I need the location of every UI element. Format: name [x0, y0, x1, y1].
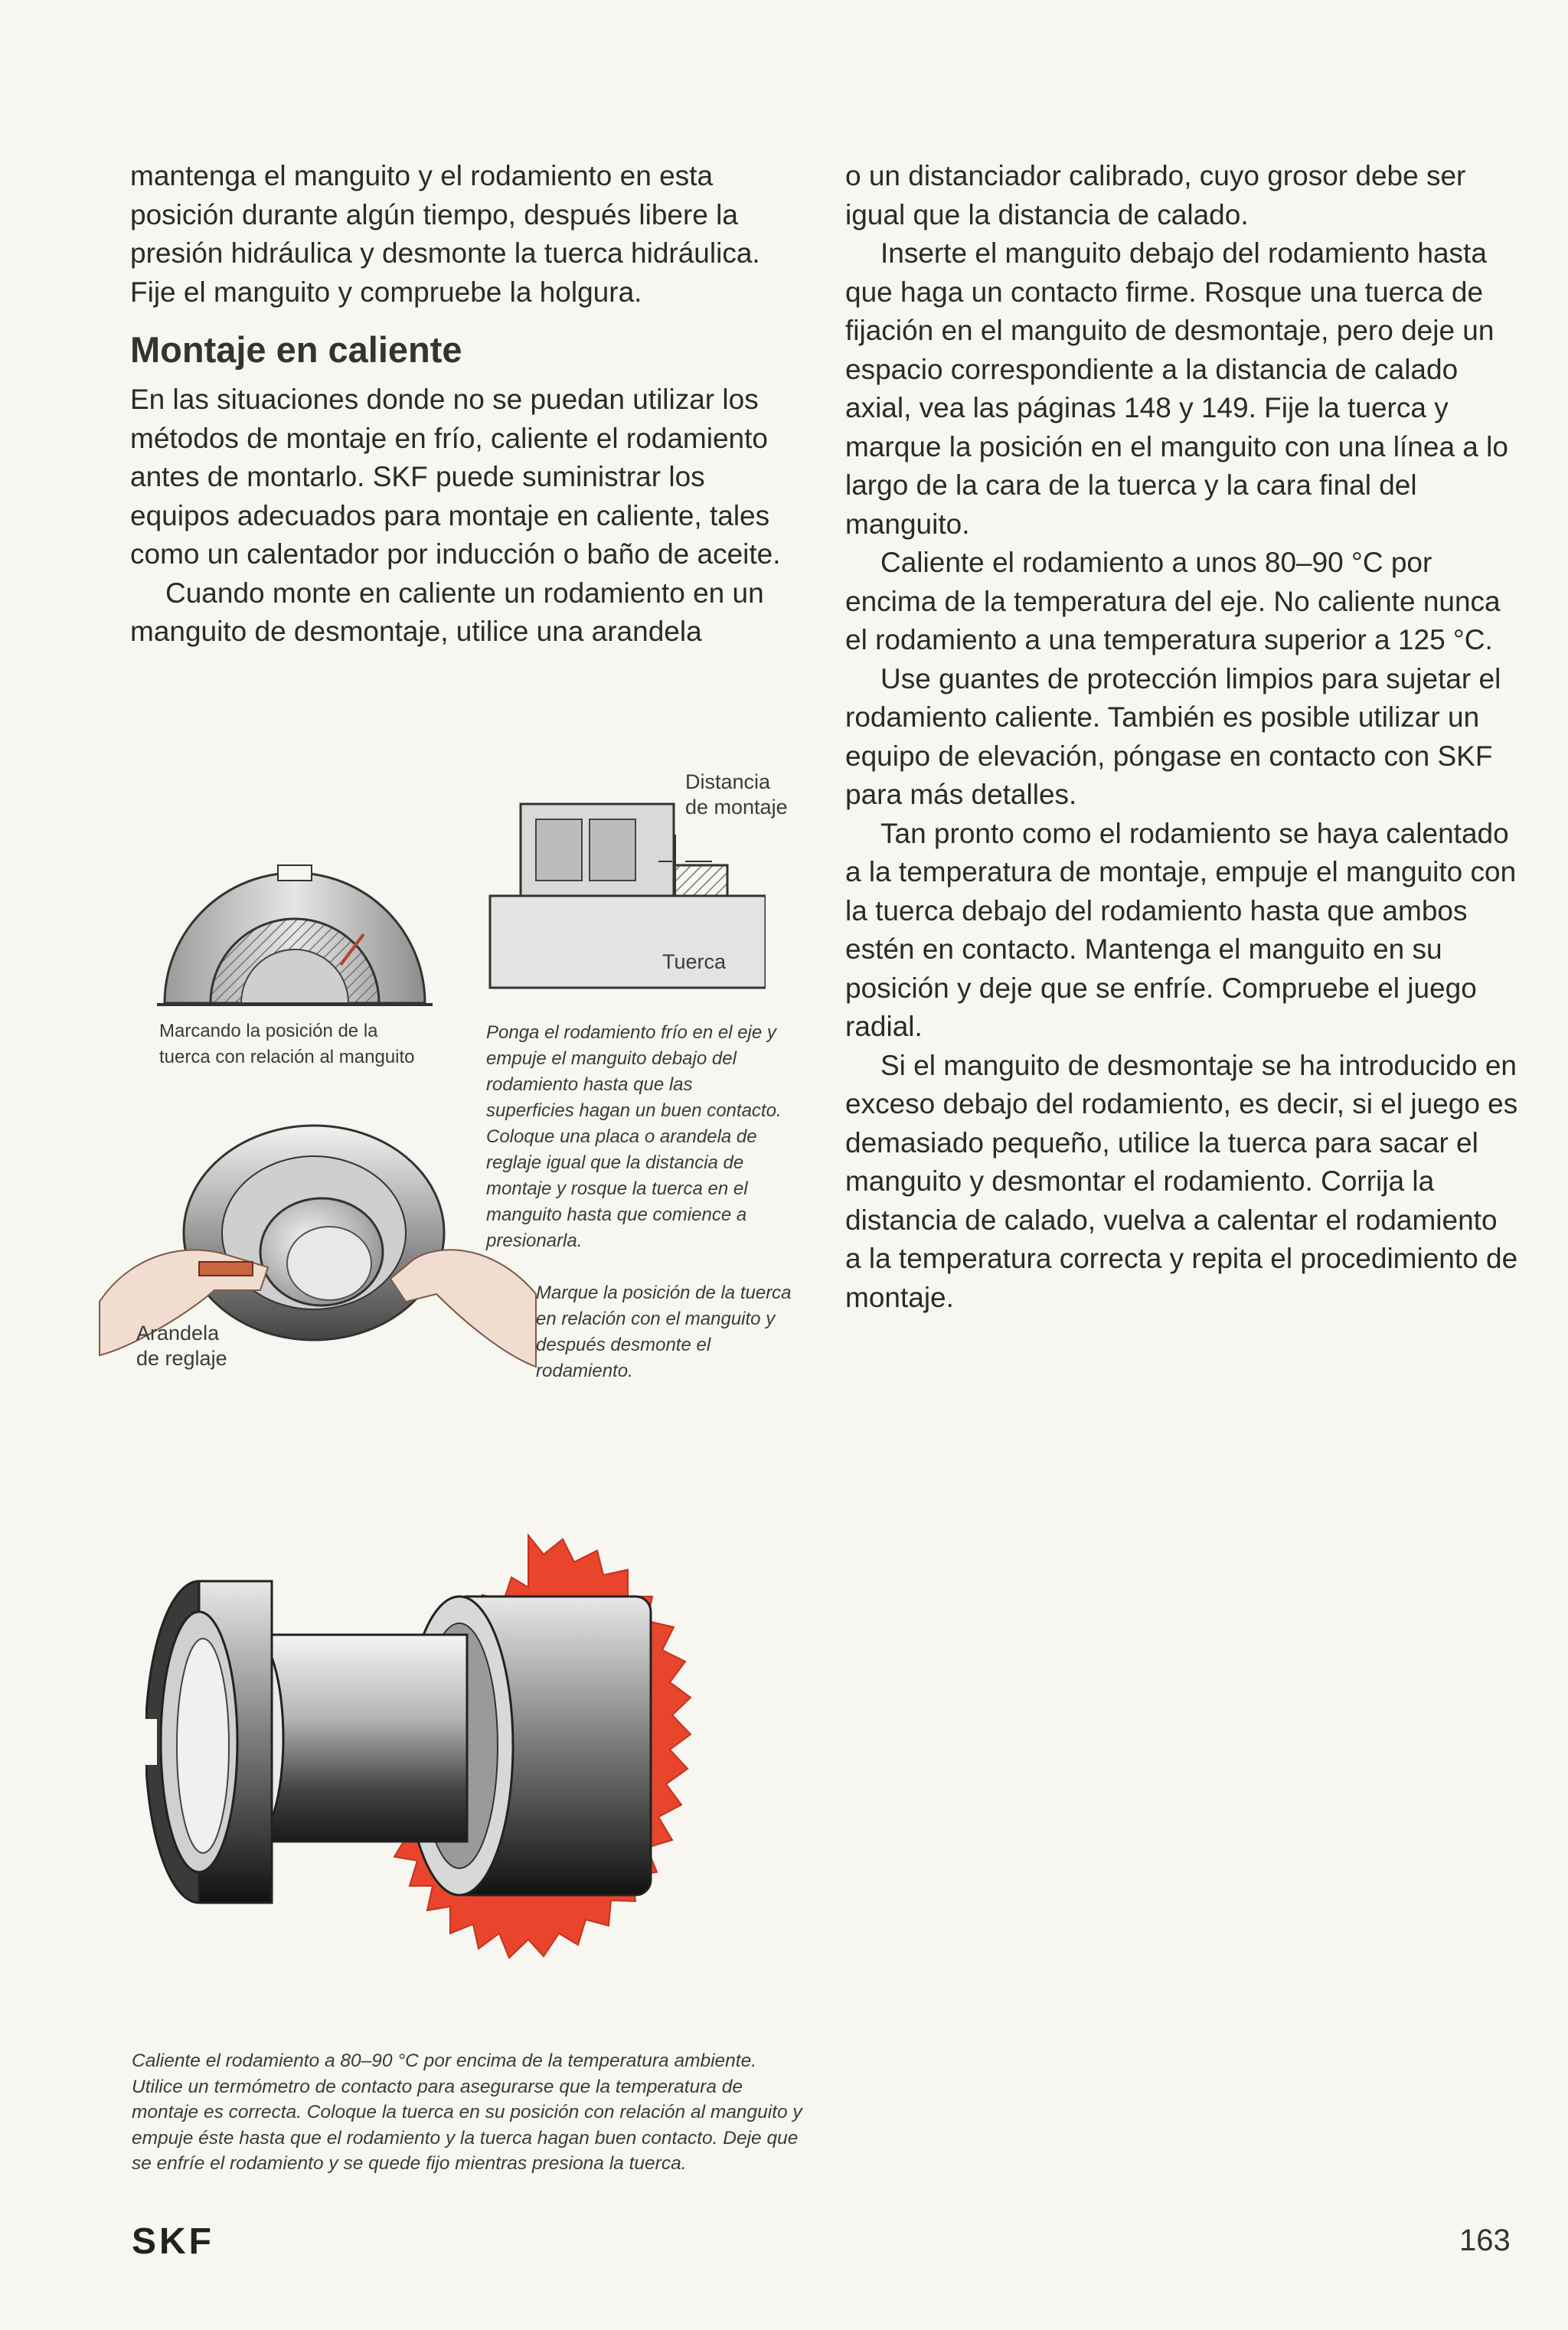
- heating-caption: Caliente el rodamiento a 80–90 °C por encima de la temperatura ambiente. Utilice un termómetro de contacto para asegurarse que la temperatura de montaje es correcta. Coloque la tuerca en su posición con relación al manguito y empuje éste hasta que el rodamiento y la tuerca hagan buen contacto. Deje que se enfríe el rodamiento y se quede fijo mientras presiona la tuerca.: [132, 2051, 802, 2174]
- cold-mount-caption: Ponga el rodamiento frío en el eje y empuje el manguito debajo del rodamiento hasta que las superficies hagan un buen contacto. Coloque una placa o arandela de reglaje igual que la distancia de montaje y rosque la tuerca en el manguito hasta que comience a presionarla.: [486, 1022, 782, 1251]
- body-paragraph: Si el manguito de desmontaje se ha introducido en exceso debajo del rodamiento, es decir, si el juego es demasiado pequeño, utilice la tuerca para sacar el manguito y desmontar el rodamiento. Corrija la distancia de calado, vuelva a calentar el rodamiento a la temperatura correcta y repita el procedimiento de montaje.: [845, 1049, 1518, 1313]
- body-paragraph: Tan pronto como el rodamiento se haya calentado a la temperatura de montaje, empuje el manguito con la tuerca debajo del rodamiento hasta que ambos estén en contacto. Mantenga el manguito en su posición y deje que se enfríe. Compruebe el juego radial.: [845, 817, 1517, 1042]
- mark-position-caption: Marque la posición de la tuerca en relación con el manguito y después desmonte el rodamiento.: [536, 1283, 792, 1381]
- section-heading: Montaje en caliente: [130, 329, 462, 370]
- shim-label: Arandela de reglaje: [136, 1322, 227, 1370]
- nut-label: Tuerca: [662, 950, 727, 973]
- body-paragraph: En las situaciones donde no se puedan utilizar los métodos de montaje en frío, caliente el rodamiento antes de montarlo. SKF puede suministrar los equipos adecuados para montaje en caliente, tales como un calentador por inducción o baño de aceite.: [130, 384, 781, 570]
- intro-paragraph: mantenga el manguito y el rodamiento en esta posición durante algún tiempo, después libere la presión hidráulica y desmonte la tuerca hidráulica. Fije el manguito y compruebe la holgura.: [130, 160, 760, 308]
- mounting-distance-diagram: [475, 789, 766, 1011]
- nut-marking-illustration: [149, 850, 440, 1015]
- page-number: 163: [1459, 2224, 1511, 2257]
- body-paragraph: Cuando monte en caliente un rodamiento en un manguito de desmontaje, utilice una arandela: [130, 577, 764, 647]
- body-paragraph: Caliente el rodamiento a unos 80–90 °C por encima de la temperatura del eje. No caliente nunca el rodamiento a una temperatura superior a 125 °C.: [845, 547, 1501, 655]
- heated-bearing-illustration: [145, 1520, 796, 2010]
- skf-logo: SKF: [132, 2221, 214, 2262]
- right-column: [845, 157, 1519, 1317]
- marking-caption: Marcando la posición de la tuerca con relación al manguito: [159, 1021, 415, 1067]
- body-paragraph: o un distanciador calibrado, cuyo grosor debe ser igual que la distancia de calado.: [845, 160, 1466, 230]
- distance-label: Distancia de montaje: [685, 770, 788, 819]
- left-column: [130, 157, 804, 652]
- body-paragraph: Inserte el manguito debajo del rodamiento hasta que haga un contacto firme. Rosque una tuerca de fijación en el manguito de desmontaje, pero deje un espacio correspondiente a la distancia de calado axial, vea las páginas 148 y 149. Fije la tuerca y marque la posición en el manguito con una línea a lo largo de la cara de la tuerca y la cara final del manguito.: [845, 237, 1508, 540]
- body-paragraph: Use guantes de protección limpios para sujetar el rodamiento caliente. También es posible utilizar un equipo de elevación, póngase en contacto con SKF para más detalles.: [845, 662, 1501, 810]
